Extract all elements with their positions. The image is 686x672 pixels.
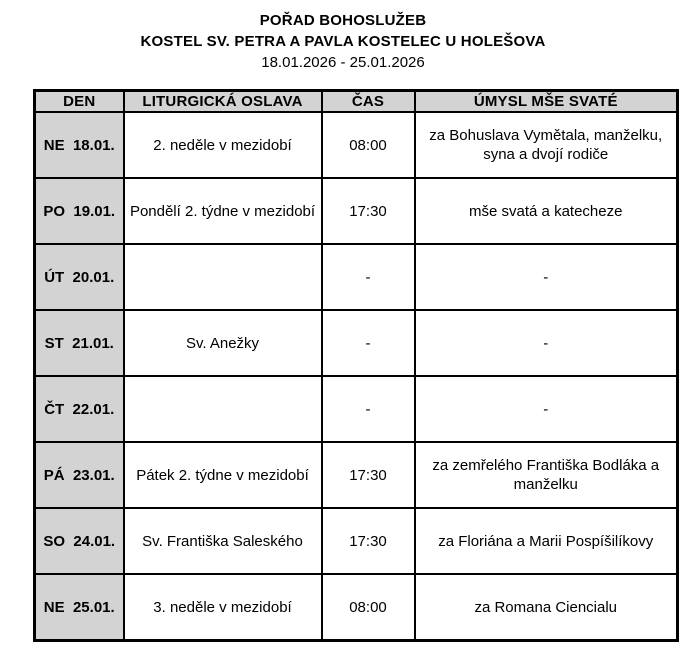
intention-cell: - [415, 244, 678, 310]
liturgy-cell: Sv. Anežky [124, 310, 322, 376]
time-cell: 17:30 [322, 508, 415, 574]
day-cell: NE 18.01. [35, 112, 124, 178]
page-title: POŘAD BOHOSLUŽEB [259, 12, 427, 29]
table-row [35, 442, 678, 508]
liturgy-cell: 2. neděle v mezidobí [124, 112, 322, 178]
time-cell: - [322, 376, 415, 442]
page-header [0, 0, 686, 73]
church-name: KOSTEL SV. PETRA A PAVLA KOSTELEC U HOLEŠOVA [140, 33, 546, 50]
intention-cell: za Bohuslava Vymětala, manželku, syna a dvojí rodiče [415, 112, 678, 178]
time-cell: 08:00 [322, 574, 415, 641]
date-range: 18.01.2026 - 25.01.2026 [261, 54, 425, 71]
table-row [35, 112, 678, 178]
intention-cell: za Floriána a Marii Pospíšilíkovy [415, 508, 678, 574]
col-header-intention: ÚMYSL MŠE SVATÉ [415, 91, 678, 113]
day-cell: ST 21.01. [35, 310, 124, 376]
time-cell: - [322, 310, 415, 376]
liturgy-cell [124, 376, 322, 442]
intention-cell: mše svatá a katecheze [415, 178, 678, 244]
table-row [35, 310, 678, 376]
liturgy-cell: Pátek 2. týdne v mezidobí [124, 442, 322, 508]
intention-cell: za Romana Ciencialu [415, 574, 678, 641]
col-header-time: ČAS [322, 91, 415, 113]
table-row [35, 244, 678, 310]
intention-cell: - [415, 376, 678, 442]
day-cell: ÚT 20.01. [35, 244, 124, 310]
day-cell: SO 24.01. [35, 508, 124, 574]
table-row [35, 178, 678, 244]
liturgy-cell [124, 244, 322, 310]
schedule-table [33, 89, 679, 642]
liturgy-cell: Pondělí 2. týdne v mezidobí [124, 178, 322, 244]
time-cell: 08:00 [322, 112, 415, 178]
table-row [35, 574, 678, 641]
day-cell: ČT 22.01. [35, 376, 124, 442]
intention-cell: za zemřelého Františka Bodláka a manželku [415, 442, 678, 508]
header-row [35, 91, 678, 113]
time-cell: 17:30 [322, 442, 415, 508]
liturgy-cell: 3. neděle v mezidobí [124, 574, 322, 641]
col-header-den: DEN [35, 91, 124, 113]
time-cell: - [322, 244, 415, 310]
day-cell: PÁ 23.01. [35, 442, 124, 508]
table-row [35, 508, 678, 574]
day-cell: NE 25.01. [35, 574, 124, 641]
table-row [35, 376, 678, 442]
day-cell: PO 19.01. [35, 178, 124, 244]
col-header-liturgy: LITURGICKÁ OSLAVA [124, 91, 322, 113]
time-cell: 17:30 [322, 178, 415, 244]
intention-cell: - [415, 310, 678, 376]
liturgy-cell: Sv. Františka Saleského [124, 508, 322, 574]
